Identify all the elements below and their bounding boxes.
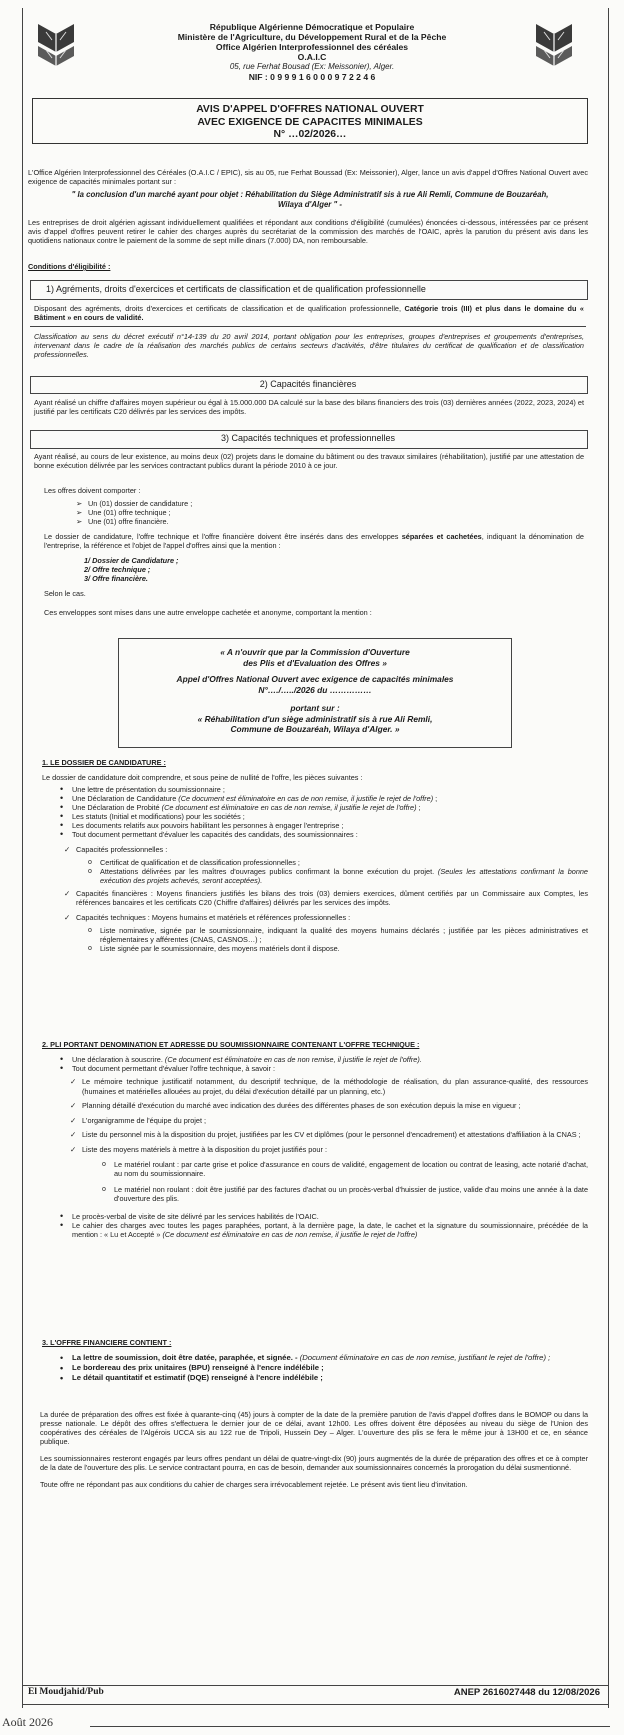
cond3-text: Ayant réalisé, au cours de leur existence, au moins deux (02) projets dans le domaine du bâtiment ou des travaux similaires (réhabilitation), justifié par une attestation de bonne exécution délivrée par les services contractant publics durant la période 2010 à ce jour. — [34, 452, 584, 470]
section-1 — [42, 758, 588, 953]
offers-intro: Les offres doivent comporter : — [44, 486, 141, 495]
list-item: 1/ Dossier de Candidature ; — [84, 556, 179, 565]
cond1-text-b: Catégorie trois (III) et plus dans le domaine du « Bâtiment » en cours de validité. — [34, 304, 584, 322]
s2-documents — [58, 1212, 588, 1239]
list-item: o Attestations délivrées par les maîtres d'ouvrages publics confirmant la bonne exécution du projet. (Seules les attestations confirmant la bonne exécution des projets achevés, seront acceptées). — [86, 867, 588, 885]
list-item: 3/ Offre financière. — [84, 574, 148, 583]
mention-box — [118, 638, 512, 748]
selon-le-cas: Selon le cas. — [44, 589, 86, 598]
list-item: • Le bordereau des prix unitaires (BPU) renseigné à l'encre indélébile ; — [58, 1363, 588, 1373]
title-line-2: AVEC EXIGENCE DE CAPACITES MINIMALES — [197, 116, 423, 128]
section-2 — [42, 1040, 588, 1239]
divider — [22, 1685, 608, 1686]
cond3-title: 3) Capacités techniques et professionnelles — [220, 433, 396, 443]
notice-title-box — [32, 98, 588, 144]
list-item: ✓ Liste du personnel mis à la disposition du projet, justifiées par les CV et diplômes (pour le personnel d'encadrement) et attestations d'affiliation à la CNAS ; — [68, 1130, 588, 1140]
s2-technical — [68, 1077, 588, 1204]
list-item: • Une déclaration à souscrire. (Ce document est éliminatoire en cas de non remise, il justifie le rejet de l'offre). — [58, 1055, 588, 1064]
closing-deadline: La durée de préparation des offres est fixée à quarante-cinq (45) jours à compter de la date de la première parution de l'avis d'appel d'offres dans le BOMOP ou dans la presse nationale. Le dépôt des offres s'effectuera le dernier jour de ce délai, avant 12h00. Les offres doivent être déposées au niveau du siège de l'Union des coopératives des céréales de l'Algérois UCCA sis au 122 rue de Tripoli, Hussein Dey – Alger. L'ouverture des plis se fera le même jour à 13H00 et ce, en séance publique. — [40, 1410, 588, 1446]
s3-list — [58, 1353, 588, 1383]
eligibility-paragraph: Les entreprises de droit algérien agissant individuellement qualifiées et répondant aux conditions d'éligibilité (cumulées) énoncées ci-dessous, intéressées par ce présent avis d'appel d'offres peuvent retirer le cahier des charges auprès du secrétariat de la commission des marchés de l'OAIC, après la parution du présent avis dans les quotidiens nationaux contre le paiement de la somme de sept mille dinars (7.000) DA, non remboursable. — [28, 218, 588, 245]
divider — [30, 326, 586, 327]
cond1-text-a: Disposant des agréments, droits d'exercices et certificats de classification et de qualification professionnelle, — [34, 304, 402, 313]
sub-list — [86, 926, 588, 953]
header-nif: NIF : 0 9 9 9 1 6 0 0 0 9 7 2 2 4 6 — [248, 72, 376, 82]
s3-title: 3. L'OFFRE FINANCIERE CONTIENT : — [42, 1338, 172, 1347]
footer-source: El Moudjahid/Pub — [28, 1687, 104, 1697]
envelopes-paragraph: Le dossier de candidature, l'offre technique et l'offre financière doivent être insérés dans des enveloppes séparées et cachetées, indiquant la dénomination de l'entreprise, la référence et l'objet de l'appel d'offres ainsi que la mention : — [44, 532, 584, 550]
footer-anep: ANEP 2616027448 du 12/08/2026 — [453, 1687, 600, 1698]
envelope-intro: Ces enveloppes sont mises dans une autre enveloppe cachetée et anonyme, comportant la mention : — [44, 608, 372, 617]
list-item: o Liste signée par le soumissionnaire, des moyens matériels dont il dispose. — [86, 944, 588, 953]
cond1-text — [34, 304, 584, 322]
divider — [90, 1726, 610, 1727]
mention-commission: « A n'ouvrir que par la Commission d'Ouverture des Plis et d'Evaluation des Offres » Appel d'Offres National Ouvert avec exigence de capacités minimales N°…./…../2026 du …………… portant sur : « Réhabilitation d'un siège administratif sis à rue Ali Remli, Commune de Bouzaréah, Wilaya d'Alger. » — [176, 647, 454, 734]
list-item: ✓ Capacités techniques : Moyens humains et matériels et références professionnelles : o Liste nominative, signée par le soumissionnaire, indiquant la qualité des moyens humains déclarés ; justifiée par les pièces administratives et réglementaires y afférentes (CNAS, CASNOS…) ; o Liste signée par le soumissionnaire, des moyens matériels dont il dispose. — [62, 913, 588, 953]
s2-list — [58, 1055, 588, 1073]
s1-title: 1. LE DOSSIER DE CANDIDATURE : — [42, 758, 166, 767]
closing-section — [40, 1410, 588, 1489]
list-item: • Le procès-verbal de visite de site délivré par les services habilités de l'OAIC. — [58, 1212, 588, 1221]
title-number: N° …02/2026… — [273, 129, 347, 140]
list-item: • La lettre de soumission, doit être datée, paraphée, et signée. - (Document éliminatoire en cas de non remise, justifiant le rejet de l'offre) ; — [58, 1353, 588, 1363]
sub-list — [86, 858, 588, 885]
list-item: • Les documents relatifs aux pouvoirs habilitant les personnes à engager l'entreprise ; — [58, 821, 588, 830]
header-ministry: Ministère de l'Agriculture, du Développement Rural et de la Pêche — [177, 32, 447, 42]
list-item: • Une Déclaration de Probité (Ce document est éliminatoire en cas de non remise, il justifie le rejet de l'offre) ; — [58, 803, 588, 812]
cond2-text: Ayant réalisé un chiffre d'affaires moyen supérieur ou égal à 15.000.000 DA calculé sur la base des bilans financiers des trois (03) dernières années (2022, 2023, 2024) et justifié par les certificats C20 délivrés par les services des impôts. — [34, 398, 584, 416]
offers-list — [74, 499, 584, 526]
header-address: 05, rue Ferhat Bousad (Ex: Meissonier), Alger. — [229, 62, 395, 71]
list-item: o Certificat de qualification et de classification professionnelles ; — [86, 858, 588, 867]
s2-title: 2. PLI PORTANT DENOMINATION ET ADRESSE DU SOUMISSIONNAIRE CONTENANT L'OFFRE TECHNIQUE : — [42, 1040, 420, 1049]
header-republic: République Algérienne Démocratique et Populaire — [209, 22, 415, 32]
title-line-1: AVIS D'APPEL D'OFFRES NATIONAL OUVERT — [196, 104, 424, 115]
s1-intro: Le dossier de candidature doit comprendre, et sous peine de nullité de l'offre, les pièces suivantes : — [42, 773, 363, 782]
list-item: ✓ Le mémoire technique justificatif notamment, du descriptif technique, de la méthodologie de réalisation, du plan assurance-qualité, des ressources (humaines et matérielles allouées au projet, du délai d'exécution détaillé par un planning, etc.) — [68, 1077, 588, 1096]
list-item: o Liste nominative, signée par le soumissionnaire, indiquant la qualité des moyens humains déclarés ; justifiée par les pièces administratives et réglementaires y afférentes (CNAS, CASNOS…) ; — [86, 926, 588, 944]
closing-rejection: Toute offre ne répondant pas aux conditions du cahier de charges sera irrévocablement rejetée. Le présent avis tient lieu d'invitation. — [40, 1480, 468, 1489]
header-acronym: O.A.I.C — [297, 52, 327, 62]
intro-paragraph: L'Office Algérien Interprofessionnel des Céréales (O.A.I.C / EPIC), sis au 05, rue Ferhat Boussad (Ex: Meissonier), Alger, lance un avis d'appel d'Offres National Ouvert avec exigence de capacités minimales portant sur : — [28, 168, 588, 186]
closing-validity: Les soumissionnaires resteront engagés par leurs offres pendant un délai de quatre-vingt-dix (90) jours augmentés de la durée de préparation des offres et ce à compter de la date de l'ouverture des plis. Le service contractant pourra, en cas de besoin, demander aux soumissionnaires concernés la prorogation du délai susmentionné. — [40, 1454, 588, 1472]
tender-object: " la conclusion d'un marché ayant pour objet : Réhabilitation du Siège Administratif sis à rue Ali Remli, Commune de Bouzaréah, Wilaya d'Alger " - — [71, 190, 549, 209]
cond2-title: 2) Capacités financières — [259, 379, 357, 389]
list-item: ➢ Une (01) offre financière. — [74, 517, 584, 526]
list-item: ✓ L'organigramme de l'équipe du projet ; — [68, 1116, 588, 1126]
list-item: • Tout document permettant d'évaluer les capacités des candidats, des soumissionnaires : — [58, 830, 588, 839]
list-item: ➢ Un (01) dossier de candidature ; — [74, 499, 584, 508]
list-item: • Le détail quantitatif et estimatif (DQE) renseigné à l'encre indélébile ; — [58, 1373, 588, 1383]
list-item: o Le matériel non roulant : doit être justifié par des factures d'achat ou un procès-verbal d'huissier de justice, valide d'au moins une année à la date d'ouverture des plis. — [100, 1185, 588, 1204]
s1-capacities — [62, 845, 588, 953]
list-item: ✓ Capacités financières : Moyens financiers justifiés les bilans des trois (03) derniers exercices, dûment certifiés par un Commissaire aux Comptes, les références bancaires et les certificats C20 (Chiffre d'affaires) délivrés par les services des impôts. — [62, 889, 588, 907]
list-item: ➢ Une (01) offre technique ; — [74, 508, 584, 517]
list-item: ✓ Liste des moyens matériels à mettre à la disposition du projet justifiés pour : o Le matériel roulant : par carte grise et police d'assurance en cours de validité, engagement de location ou contrat de leasing, acte notarié d'achat, au nom du soumissionnaire. o Le matériel non roulant : doit être justifié par des factures d'achat ou un procès-verbal d'huissier de justice, valide d'au moins une année à la date d'ouverture des plis. — [68, 1145, 588, 1204]
list-item: o Le matériel roulant : par carte grise et police d'assurance en cours de validité, engagement de location ou contrat de leasing, acte notarié d'achat, au nom du soumissionnaire. — [100, 1160, 588, 1179]
conditions-title: Conditions d'éligibilité : — [28, 262, 111, 271]
list-item: ✓ Planning détaillé d'exécution du marché avec indication des durées des différentes phases de son exécution depuis la mise en vigueur ; — [68, 1101, 588, 1111]
section-3 — [42, 1338, 588, 1383]
list-item: • Tout document permettant d'évaluer l'offre technique, à savoir : — [58, 1064, 588, 1073]
header-office: Office Algérien Interprofessionnel des céréales — [215, 42, 409, 52]
list-item: • Une Déclaration de Candidature (Ce document est éliminatoire en cas de non remise, il justifie le rejet de l'offre) ; — [58, 794, 588, 803]
cond1-note: Classification au sens du décret exécutif n°14-139 du 20 avril 2014, portant obligation pour les entreprises, groupes d'entreprises et groupements d'entreprises, intervenant dans le cadre de la réalisation des marchés publics de certains secteurs d'activités, d'être titulaires du certificat de qualification et de classification professionnelles. — [34, 332, 584, 359]
issue-date: Août 2026 — [2, 1715, 53, 1729]
divider — [22, 1704, 608, 1705]
list-item: • Une lettre de présentation du soumissionnaire ; — [58, 785, 588, 794]
list-item: ✓ Capacités professionnelles : o Certificat de qualification et de classification professionnelles ; o Attestations délivrées par les maîtres d'ouvrages publics confirmant la bonne exécution du projet. (Seules les attestations confirmant la bonne exécution des projets achevés, seront acceptées). — [62, 845, 588, 885]
sub-list — [100, 1160, 588, 1204]
wheat-emblem-icon — [32, 20, 80, 72]
envelope-mentions — [84, 556, 584, 583]
list-item: • Le cahier des charges avec toutes les pages paraphées, portant, à la dernière page, la date, le cachet et la signature du soumissionnaire, précédée de la mention : « Lu et Accepté » (Ce document est éliminatoire en cas de non remise, il justifie le rejet de l'offre) — [58, 1221, 588, 1239]
issuer-header — [80, 22, 544, 82]
offers-section — [44, 486, 584, 617]
s1-list — [58, 785, 588, 839]
list-item: 2/ Offre technique ; — [84, 565, 151, 574]
cond1-title: 1) Agréments, droits d'exercices et certificats de classification et de qualification professionnelle — [46, 284, 426, 294]
list-item: • Les statuts (Initial et modifications) pour les sociétés ; — [58, 812, 588, 821]
